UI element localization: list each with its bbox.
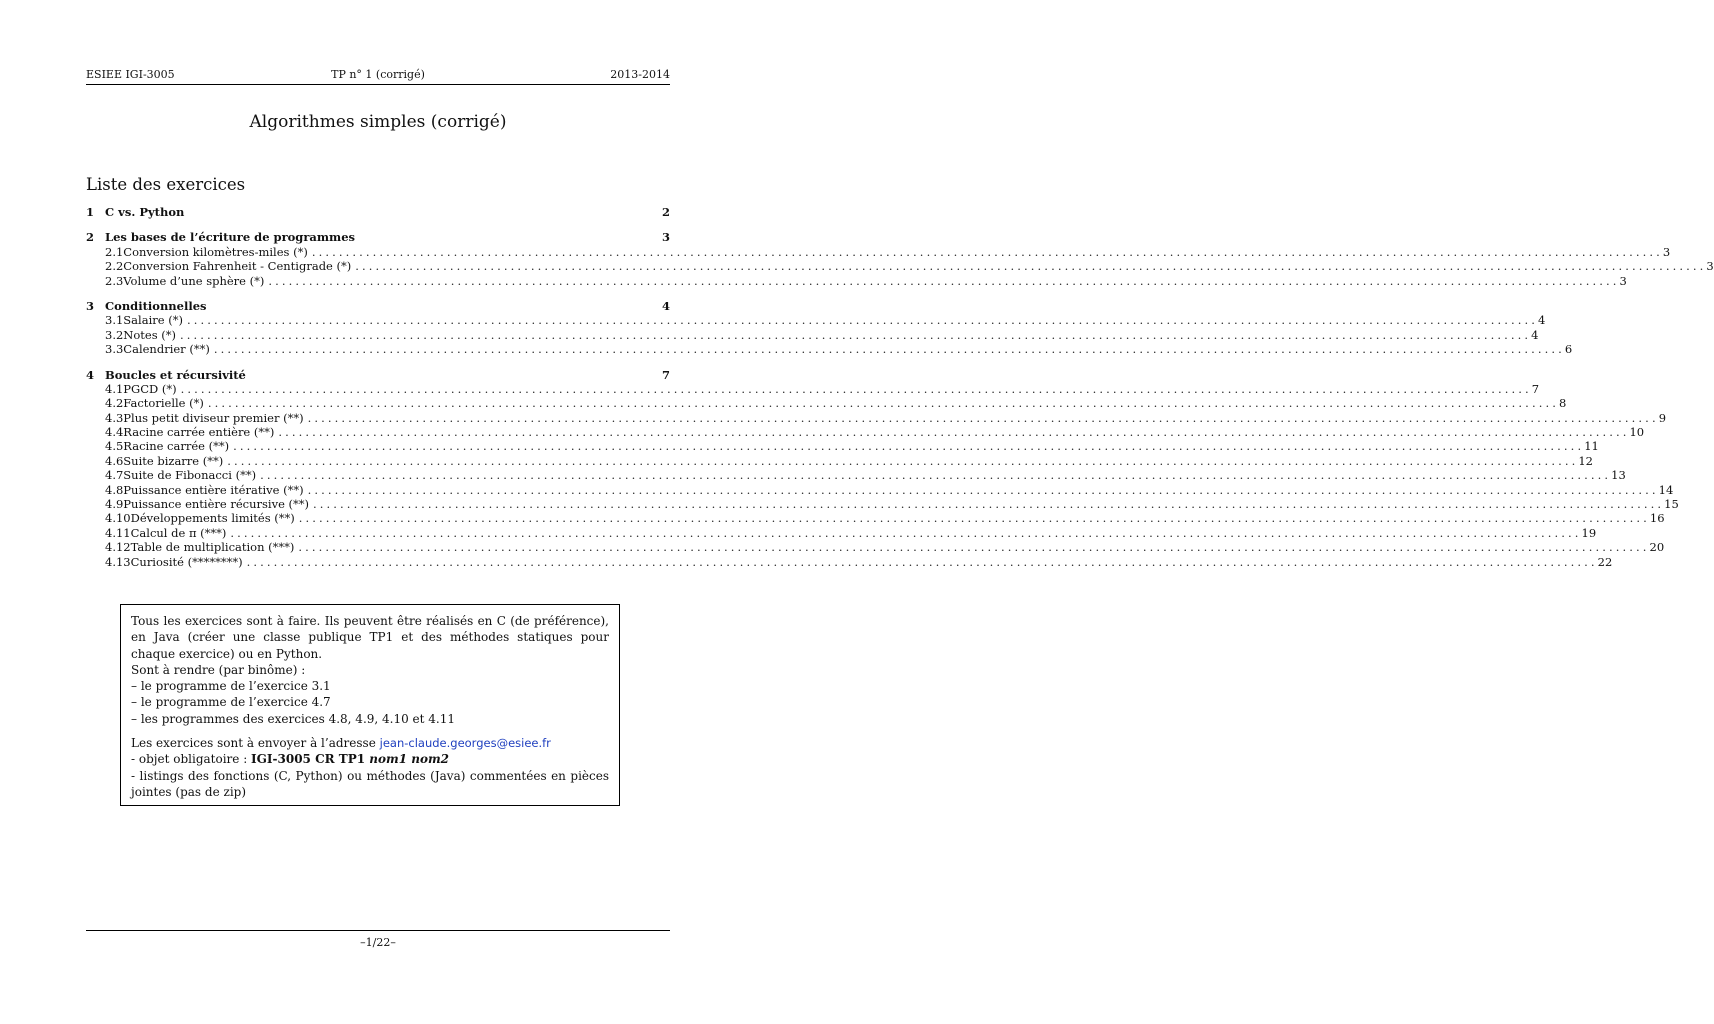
toc-entry-number: 4.10	[105, 511, 131, 526]
render-item: – les programmes des exercices 4.8, 4.9, 4.10 et 4.11	[131, 711, 456, 726]
toc-entry[interactable]	[86, 259, 1714, 274]
toc-entry-title: Plus petit diviseur premier (**)	[123, 410, 304, 425]
footer-rule	[86, 930, 670, 931]
toc-entry[interactable]	[86, 342, 1573, 357]
toc-leader-dots: ........................................................................................................................................................................................................	[313, 497, 1665, 512]
toc-entry-title: Notes (*)	[123, 327, 176, 342]
toc-entry-number: 2.3	[105, 273, 124, 288]
page-header	[86, 68, 670, 84]
toc-entry-title: Volume d’une sphère (*)	[123, 273, 265, 288]
render-heading: Sont à rendre (par binôme) :	[131, 662, 306, 677]
toc-section-number: 4	[86, 367, 95, 382]
toc-entry-title: Développements limités (**)	[130, 511, 295, 526]
toc-entry-number: 3.3	[105, 342, 124, 357]
toc-entry-title: Racine carrée entière (**)	[123, 425, 275, 440]
table-of-contents	[86, 205, 1714, 569]
toc-section-title: Les bases de l’écriture de programmes	[105, 230, 355, 245]
toc-entry[interactable]	[86, 511, 1665, 526]
toc-entry[interactable]	[86, 396, 1567, 411]
toc-section-number: 3	[86, 298, 95, 313]
toc-leader-dots: ........................................................................................................................................................................................................	[307, 482, 1659, 497]
toc-heading: Liste des exercices	[86, 175, 246, 194]
toc-leader-dots: ........................................................................................................................................................................................................	[227, 453, 1579, 468]
toc-leader-dots: ........................................................................................................................................................................................................	[180, 327, 1532, 342]
toc-entry-page: 14	[1658, 482, 1674, 497]
instructions-intro: Tous les exercices sont à faire. Ils peuvent être réalisés en C (de préférence), en Java (créer une classe publique TP1 et des méthodes statiques pour chaque exercice) ou en Python.	[131, 614, 609, 661]
toc-entry-title: Calendrier (**)	[123, 342, 210, 357]
toc-entry-title: Factorielle (*)	[123, 396, 204, 411]
toc-section[interactable]	[86, 368, 670, 382]
toc-entry-number: 4.2	[105, 396, 124, 411]
toc-entry-page: 13	[1611, 468, 1626, 483]
toc-leader-dots: ........................................................................................................................................................................................................	[355, 259, 1707, 274]
toc-entry-number: 4.7	[105, 468, 124, 483]
toc-entry-title: Racine carrée (**)	[123, 439, 230, 454]
toc-leader-dots: ........................................................................................................................................................................................................	[230, 525, 1582, 540]
toc-entry-page: 4	[1531, 327, 1539, 342]
toc-entry-page: 12	[1578, 453, 1593, 468]
toc-entry-number: 4.9	[105, 497, 124, 512]
toc-entry-page: 3	[1662, 244, 1671, 259]
toc-entry-title: Calcul de π (***)	[130, 525, 227, 540]
toc-entry[interactable]	[86, 525, 1597, 540]
toc-section-page: 2	[661, 205, 670, 219]
toc-entry[interactable]	[86, 439, 1599, 454]
toc-entry-title: Suite bizarre (**)	[123, 453, 224, 468]
toc-entry-page: 22	[1597, 554, 1613, 569]
subject-line	[131, 751, 609, 767]
toc-gap	[86, 219, 670, 230]
render-item: – le programme de l’exercice 3.1	[131, 679, 331, 694]
toc-leader-dots: ........................................................................................................................................................................................................	[307, 410, 1659, 425]
toc-leader-dots: ........................................................................................................................................................................................................	[298, 540, 1650, 555]
toc-entry[interactable]	[86, 497, 1679, 512]
toc-entry-number: 3.1	[105, 313, 124, 328]
toc-entry-title: Curiosité (********)	[130, 554, 243, 569]
toc-leader-dots: ........................................................................................................................................................................................................	[268, 273, 1620, 288]
toc-entry-page: 8	[1558, 396, 1567, 411]
header-year: 2013-2014	[610, 68, 670, 81]
document-page	[86, 0, 1714, 1024]
toc-entry[interactable]	[86, 313, 1546, 328]
toc-leader-dots: ........................................................................................................................................................................................................	[207, 396, 1559, 411]
instructions-box	[120, 604, 620, 806]
header-tp: TP n° 1 (corrigé)	[331, 68, 425, 81]
toc-section-title: Boucles et récursivité	[105, 367, 246, 382]
toc-entry[interactable]	[86, 453, 1593, 468]
toc-entry-number: 4.1	[105, 381, 124, 396]
page-number: –1/22–	[360, 936, 396, 949]
send-line	[131, 735, 609, 751]
toc-leader-dots: ........................................................................................................................................................................................................	[278, 425, 1630, 440]
toc-entry-number: 4.12	[105, 540, 131, 555]
toc-leader-dots: ........................................................................................................................................................................................................	[233, 439, 1585, 454]
toc-entry-number: 3.2	[105, 327, 124, 342]
toc-entry-title: Table de multiplication (***)	[130, 540, 295, 555]
toc-entry-page: 9	[1658, 410, 1667, 425]
toc-leader-dots: ........................................................................................................................................................................................................	[180, 381, 1532, 396]
toc-leader-dots: ........................................................................................................................................................................................................	[186, 313, 1539, 328]
toc-entry-number: 4.8	[105, 482, 124, 497]
toc-entry-title: Salaire (*)	[123, 313, 183, 328]
toc-entry-title: PGCD (*)	[123, 381, 177, 396]
toc-section-number: 1	[86, 205, 95, 219]
listings-line: - listings des fonctions (C, Python) ou méthodes (Java) commentées en pièces jointes (pas de zip)	[131, 768, 609, 799]
toc-entry-page: 10	[1629, 425, 1645, 440]
toc-gap	[86, 357, 670, 368]
toc-section-title: Conditionnelles	[105, 298, 207, 313]
toc-section[interactable]	[86, 205, 670, 219]
toc-entry-title: Suite de Fibonacci (**)	[123, 468, 257, 483]
toc-entry-page: 4	[1538, 313, 1546, 328]
toc-entry[interactable]	[86, 244, 1671, 259]
toc-entry[interactable]	[86, 554, 1613, 569]
toc-section-title: C vs. Python	[105, 205, 185, 219]
toc-entry[interactable]	[86, 410, 1667, 425]
toc-entry-title: Conversion kilomètres-miles (*)	[123, 244, 308, 259]
toc-leader-dots: ........................................................................................................................................................................................................	[298, 511, 1650, 526]
toc-entry[interactable]	[86, 327, 1539, 342]
toc-entry[interactable]	[86, 273, 1627, 288]
send-text: Les exercices sont à envoyer à l’adresse	[131, 736, 380, 751]
toc-section-page: 3	[661, 230, 670, 245]
subject-bold: IGI-3005 CR TP1	[251, 752, 370, 767]
toc-entry-page: 6	[1564, 342, 1573, 357]
toc-entry-page: 19	[1581, 525, 1597, 540]
subject-prefix: - objet obligatoire :	[131, 752, 252, 767]
toc-entry-title: Puissance entière récursive (**)	[123, 497, 310, 512]
toc-entry[interactable]	[86, 468, 1626, 483]
toc-entry-page: 3	[1706, 259, 1714, 274]
toc-leader-dots: ........................................................................................................................................................................................................	[246, 554, 1598, 569]
toc-leader-dots: ........................................................................................................................................................................................................	[311, 244, 1663, 259]
toc-entry-number: 4.13	[105, 554, 131, 569]
header-rule	[86, 84, 670, 85]
toc-entry-number: 4.3	[105, 410, 124, 425]
render-item: – le programme de l’exercice 4.7	[131, 695, 331, 710]
toc-entry-title: Puissance entière itérative (**)	[123, 482, 304, 497]
toc-entry-title: Conversion Fahrenheit - Centigrade (*)	[123, 259, 352, 274]
toc-entry-page: 16	[1649, 511, 1665, 526]
subject-names: nom1 nom2	[369, 752, 449, 767]
toc-entry[interactable]	[86, 381, 1540, 396]
toc-entry[interactable]	[86, 425, 1645, 440]
toc-section-number: 2	[86, 230, 95, 245]
toc-leader-dots: ........................................................................................................................................................................................................	[260, 468, 1612, 483]
toc-entry-page: 11	[1584, 439, 1599, 454]
header-course: ESIEE IGI-3005	[86, 68, 175, 81]
toc-entry-number: 4.11	[105, 525, 131, 540]
toc-entry-page: 3	[1619, 273, 1627, 288]
toc-entry-number: 2.2	[105, 259, 124, 274]
toc-entry-page: 15	[1664, 497, 1679, 512]
toc-leader-dots: ........................................................................................................................................................................................................	[213, 342, 1565, 357]
toc-section-page: 7	[661, 367, 670, 382]
toc-section[interactable]	[86, 299, 670, 313]
toc-entry-number: 4.4	[105, 425, 124, 440]
toc-entry-number: 4.5	[105, 439, 124, 454]
email-link[interactable]: jean-claude.georges@esiee.fr	[379, 736, 551, 751]
toc-entry-page: 20	[1649, 540, 1665, 555]
toc-entry-page: 7	[1531, 381, 1540, 396]
document-title: Algorithmes simples (corrigé)	[249, 112, 507, 132]
toc-section[interactable]	[86, 230, 670, 244]
toc-entry-number: 2.1	[105, 244, 124, 259]
toc-entry[interactable]	[86, 540, 1665, 555]
toc-entry-number: 4.6	[105, 453, 124, 468]
toc-section-page: 4	[661, 298, 670, 313]
toc-entry[interactable]	[86, 482, 1674, 497]
toc-gap	[86, 288, 670, 299]
